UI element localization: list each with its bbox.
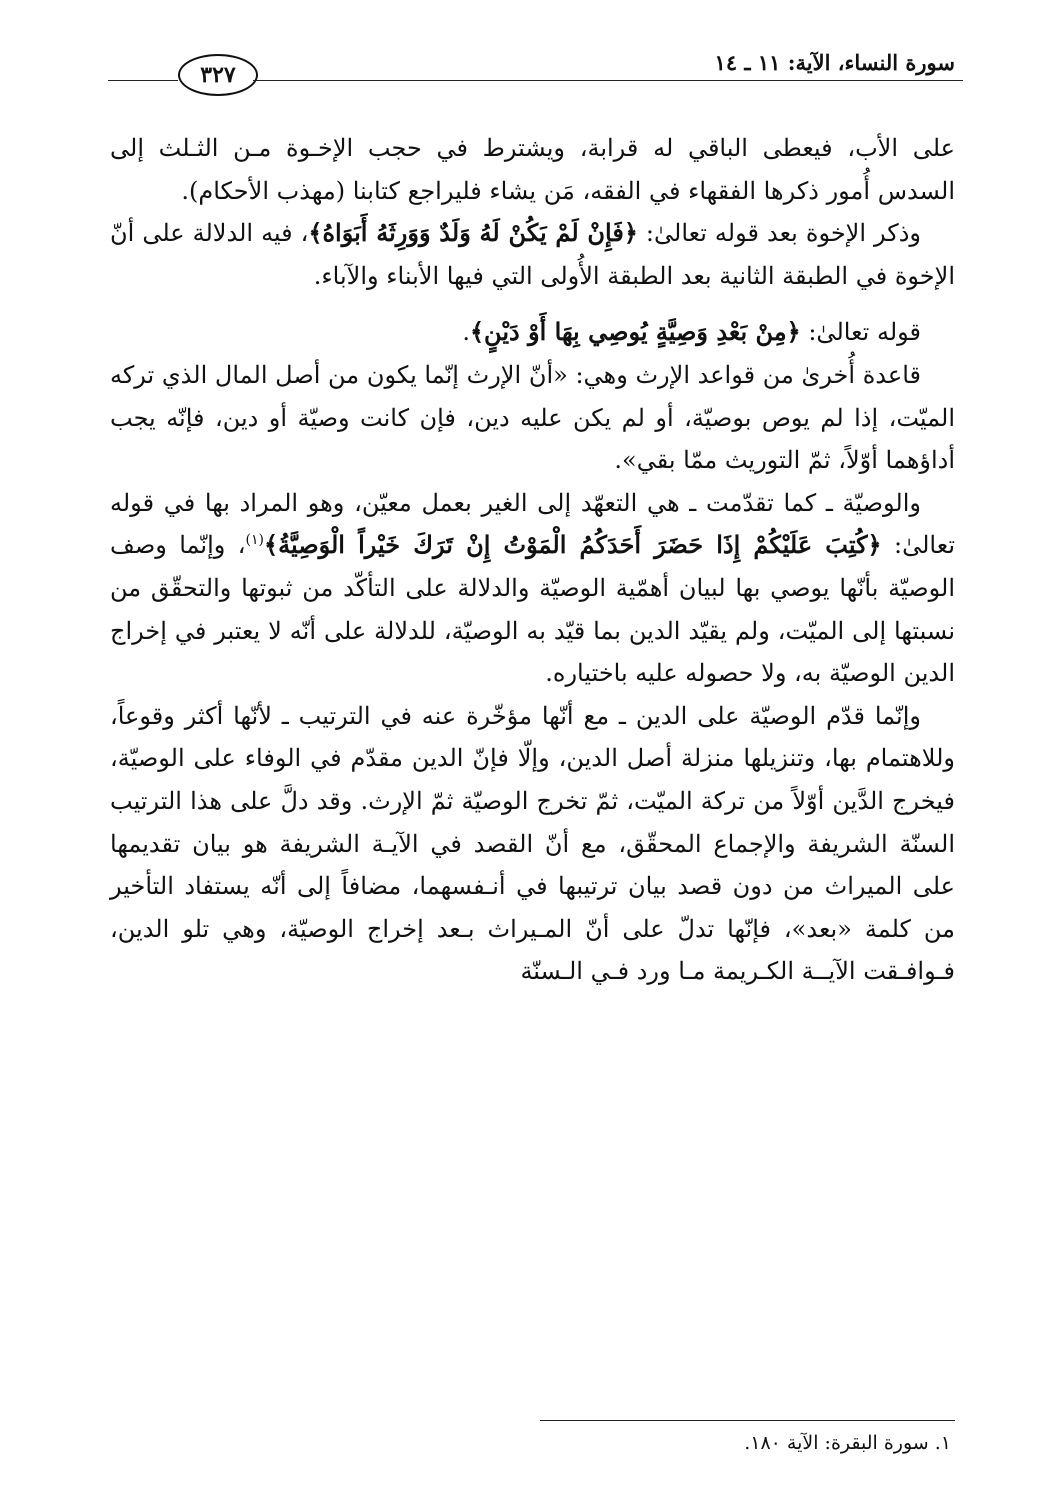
page-number-badge: ٣٢٧ <box>178 54 258 96</box>
paragraph-1: على الأب، فيعطى الباقي له قرابة، ويشترط في حجب الإخـوة مـن الثـلث إلى السدس أُمور ذكرها الفقهاء في الفقه، مَن يشاء فليراجع كتابنا (مهذب الأحكام). <box>110 134 955 205</box>
running-header <box>108 40 963 100</box>
footnote-marker: (١) <box>245 532 265 549</box>
footnote-rule <box>540 1420 955 1421</box>
paragraph-3-text-b: . <box>462 318 470 347</box>
paragraph-5 <box>110 482 955 695</box>
quran-verse-5: ﴿كُتِبَ عَلَيْكُمْ إِذَا حَضَرَ أَحَدَكُمُ الْمَوْتُ إِنْ تَرَكَ خَيْراً الْوَصِيَّةُ﴾ <box>264 530 882 560</box>
paragraph-3 <box>110 311 955 354</box>
paragraph-2-text-a: وذكر الإخوة بعد قوله تعالىٰ: <box>637 219 921 248</box>
body-text <box>110 127 955 993</box>
paragraph-5-text-b: ، وإنّما وصف الوصيّة بأنّها يوصي بها لبيان أهمّية الوصيّة والدلالة على التأكّد من ثبوتها والتحقّق من نسبتها إلى الميّت، ولم يقيّد الدين بما قيّد به الوصيّة، للدلالة على أنّه لا يعتبر في إخراج الدين الوصيّة به، ولا حصوله عليه باختياره. <box>110 531 955 688</box>
paragraph-4: قاعدة أُخرىٰ من قواعد الإرث وهي: «أنّ الإرث إنّما يكون من أصل المال الذي تركه الميّت، إذا لم يوص بوصيّة، أو لم يكن عليه دين، فإن كانت وصيّة أو دين، فإنّه يجب أداؤهما أوّلاً، ثمّ التوريث ممّا بقي». <box>110 360 955 475</box>
paragraph-2-text-b: ، فيه الدلالة على أنّ الإخوة في الطبقة الثانية بعد الطبقة الأُولى التي فيها الأبناء والآباء. <box>110 219 955 290</box>
paragraph-6: وإنّما قدّم الوصيّة على الدين ـ مع أنّها مؤخّرة عنه في الترتيب ـ لأنّها أكثر وقوعاً، وللاهتمام بها، وتنزيلها منزلة أصل الدين، وإلّا فإنّ الدين مقدّم في الوفاء على الوصيّة، فيخرج الدَّين أوّلاً من تركة الميّت، ثمّ تخرج الوصيّة ثمّ الإرث. وقد دلَّ على هذا الترتيب السنّة الشريفة والإجماع المحقّق، مع أنّ القصد في الآيـة الشريفة هو بيان تقديمها على الميراث من دون قصد بيان ترتيبها في أنـفسهما، مضافاً إلى أنّه يستفاد التأخير من كلمة «بعد»، فإنّها تدلّ على أنّ المـيراث بـعد إخراج الوصيّة، وهي تلو الدين، فـوافـقت الآيــة الكـريمة مـا ورد فـي الـسنّة <box>110 701 955 986</box>
paragraph-2 <box>110 212 955 297</box>
header-rule-left <box>108 80 178 81</box>
header-title: سورة النساء، الآية: ١١ ـ ١٤ <box>714 50 955 75</box>
quran-verse-3: ﴿مِنْ بَعْدِ وَصِيَّةٍ يُوصِي بِهَا أَوْ دَيْنٍ﴾ <box>469 317 801 347</box>
footnote: ١. سورة البقرة: الآية ١٨٠. <box>744 1432 951 1454</box>
paragraph-3-text-a: قوله تعالىٰ: <box>800 318 921 347</box>
quran-verse-2: ﴿فَإِنْ لَمْ يَكُنْ لَهُ وَلَدٌ وَوَرِثَهُ أَبَوَاهُ﴾ <box>308 218 638 248</box>
header-rule <box>253 80 963 81</box>
paragraph-5-text-a: والوصيّة ـ كما تقدّمت ـ هي التعهّد إلى الغير بعمل معيّن، وهو المراد بها في قوله تعالىٰ: <box>110 488 955 560</box>
